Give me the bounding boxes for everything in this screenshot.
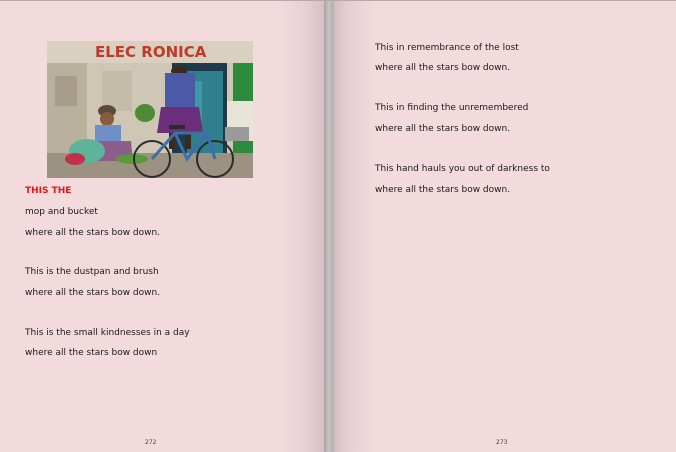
poem-line: This hand hauls you out of darkness to	[375, 164, 550, 174]
top-edge-line	[0, 0, 676, 1]
sign-text: ELEC RONICA	[95, 43, 207, 61]
street-vendor-photo	[47, 41, 253, 178]
poem-heading: THIS THE	[25, 186, 72, 196]
page-number: 272	[145, 439, 157, 446]
poem-line: where all the stars bow down.	[375, 124, 511, 134]
poem-line: where all the stars bow down.	[25, 228, 161, 238]
poem-line: where all the stars bow down.	[25, 288, 161, 298]
poem-line: This in remembrance of the lost	[375, 43, 519, 53]
left-page	[0, 0, 324, 452]
poem-line: This in finding the unremembered	[375, 103, 529, 113]
poem-line: where all the stars bow down.	[375, 185, 511, 195]
book-gutter	[324, 0, 334, 452]
right-page	[334, 0, 676, 452]
poem-line: where all the stars bow down	[25, 348, 158, 358]
poem-line: mop and bucket	[25, 207, 98, 217]
page-number: 273	[496, 439, 508, 446]
poem-line: where all the stars bow down.	[375, 63, 511, 73]
poem-line: This is the small kindnesses in a day	[25, 328, 190, 338]
poem-line: This is the dustpan and brush	[25, 267, 159, 277]
